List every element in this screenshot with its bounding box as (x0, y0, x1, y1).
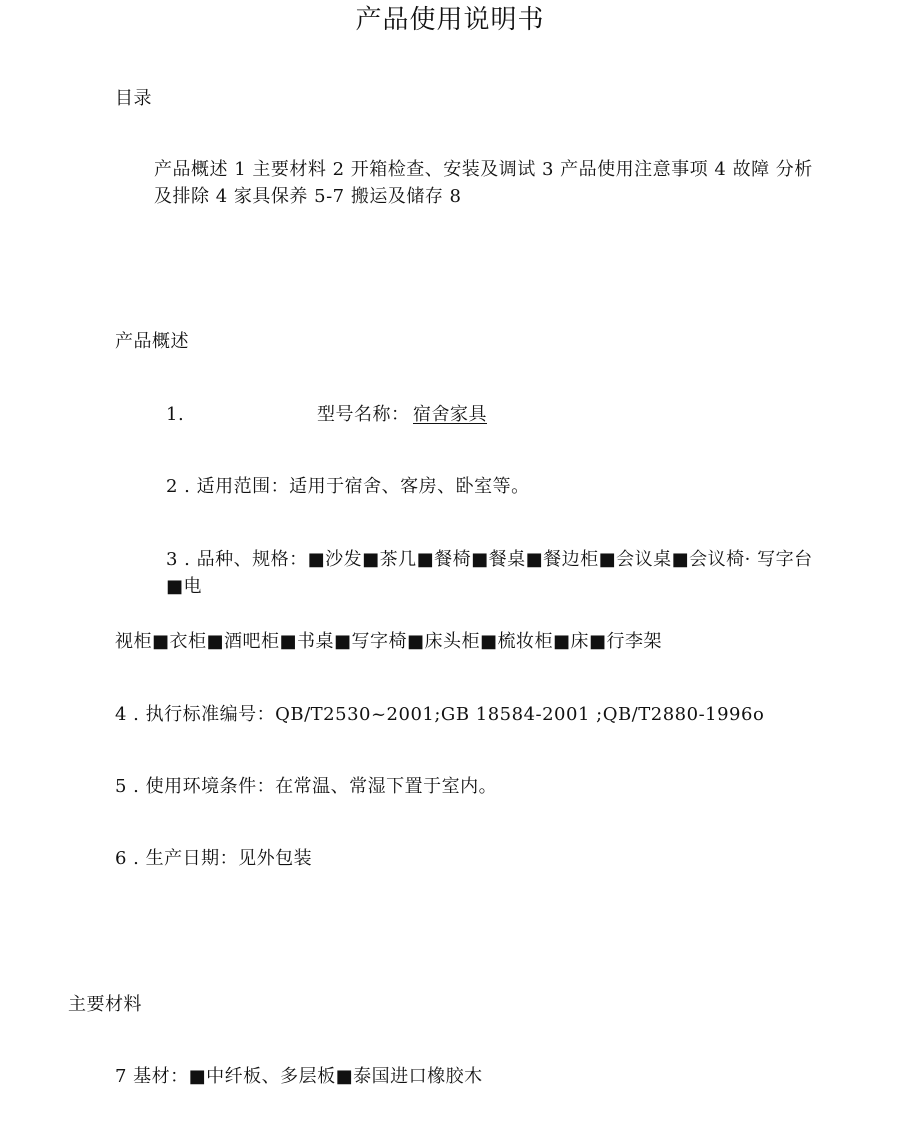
document-title: 产品使用说明书 (355, 5, 545, 35)
item-3-line-2: 视柜■衣柜■酒吧柜■书桌■写字椅■床头柜■梳妆柜■床■行李架 (115, 631, 663, 652)
item-1-value: 宿舍家具 (413, 404, 487, 425)
item-1-number: 1. (166, 404, 185, 425)
item-7: 7 基材：■中纤板、多层板■泰国进口橡胶木 (115, 1066, 483, 1087)
toc-text: 产品概述 1 主要材料 2 开箱检查、安装及调试 3 产品使用注意事项 4 故障 分析及排除 4 家具保养 5-7 搬运及储存 8 (154, 159, 813, 207)
item-3-line-1: 3 . 品种、规格：■沙发■茶几■餐椅■餐桌■餐边柜■会议桌■会议椅· 写字台■电 (166, 549, 813, 597)
toc-heading: 目录 (115, 88, 152, 109)
materials-heading: 主要材料 (68, 994, 142, 1015)
item-4: 4 . 执行标准编号：QB/T2530~2001;GB 18584-2001 ;QB/T2880-1996o (115, 704, 765, 725)
overview-heading: 产品概述 (115, 331, 189, 352)
item-1-label: 型号名称： (317, 404, 410, 425)
item-6: 6 . 生产日期：见外包装 (115, 848, 313, 869)
item-5: 5 . 使用环境条件：在常温、常湿下置于室内。 (115, 776, 498, 797)
item-2: 2 . 适用范围：适用于宿舍、客房、卧室等。 (166, 476, 530, 497)
